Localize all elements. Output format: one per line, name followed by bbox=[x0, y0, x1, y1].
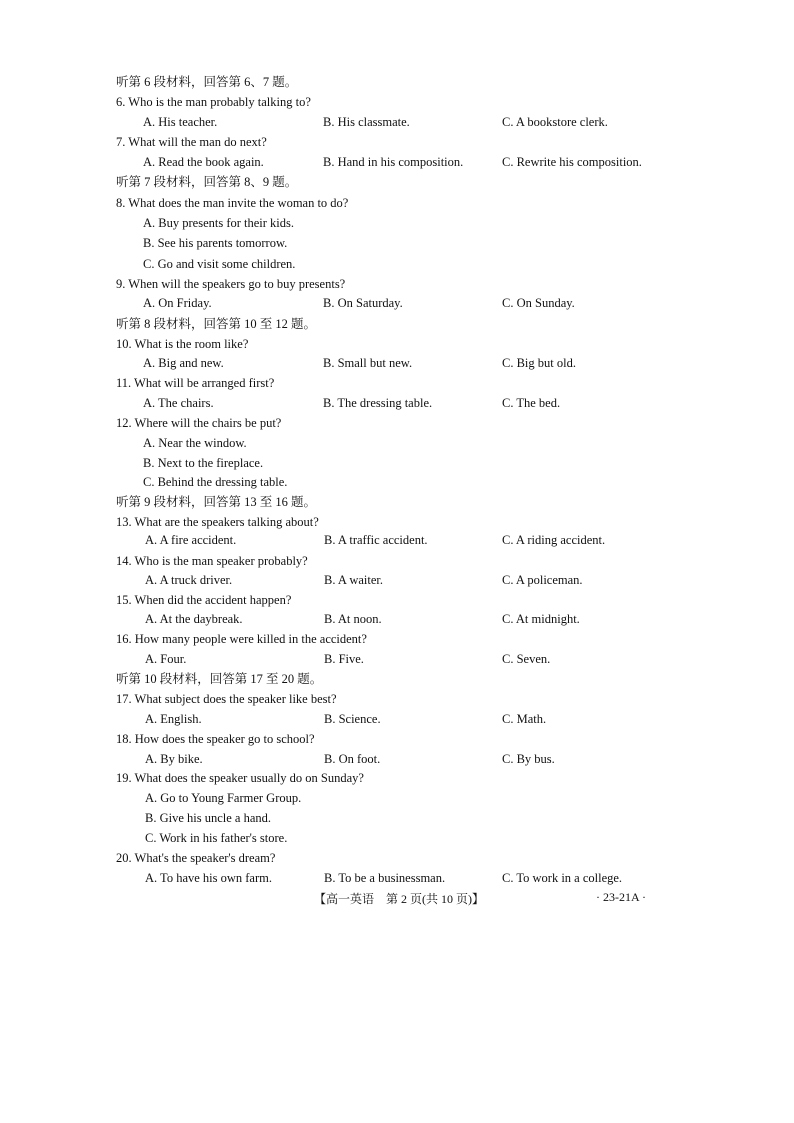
q16-option-b: B. Five. bbox=[324, 652, 364, 666]
question-15-stem: 15. When did the accident happen? bbox=[116, 593, 292, 607]
q14-option-b: B. A waiter. bbox=[324, 573, 384, 587]
question-13-options bbox=[0, 530, 794, 550]
section-heading-9: 听第 9 段材料，回答第 13 至 16 题。 bbox=[116, 495, 317, 509]
q15-option-a: A. At the daybreak. bbox=[145, 612, 243, 626]
question-10-stem: 10. What is the room like? bbox=[116, 337, 249, 351]
question-6-stem: 6. Who is the man probably talking to? bbox=[116, 95, 311, 109]
question-11-options bbox=[0, 393, 794, 413]
question-17-stem: 17. What subject does the speaker like best? bbox=[116, 692, 337, 706]
q19-option-b: B. Give his uncle a hand. bbox=[145, 811, 272, 825]
question-8-option-c-row bbox=[0, 254, 794, 274]
q12-option-a: A. Near the window. bbox=[143, 436, 247, 450]
q9-option-b: B. On Saturday. bbox=[323, 296, 403, 310]
q11-option-a: A. The chairs. bbox=[143, 396, 214, 410]
q17-option-b: B. Science. bbox=[324, 712, 381, 726]
question-19-option-a-row bbox=[0, 788, 794, 808]
q14-option-c: C. A policeman. bbox=[502, 573, 583, 587]
q13-option-a: A. A fire accident. bbox=[145, 533, 237, 547]
question-14-stem: 14. Who is the man speaker probably? bbox=[116, 554, 308, 568]
q12-option-b: B. Next to the fireplace. bbox=[143, 456, 264, 470]
q6-option-a: A. His teacher. bbox=[143, 115, 218, 129]
question-12-option-b-row bbox=[0, 453, 794, 473]
q11-option-c: C. The bed. bbox=[502, 396, 561, 410]
question-16-options bbox=[0, 649, 794, 669]
q18-option-c: C. By bus. bbox=[502, 752, 555, 766]
question-12-stem: 12. Where will the chairs be put? bbox=[116, 416, 282, 430]
question-19-option-b-row bbox=[0, 808, 794, 828]
q11-option-b: B. The dressing table. bbox=[323, 396, 433, 410]
q8-option-b: B. See his parents tomorrow. bbox=[143, 236, 288, 250]
q9-option-a: A. On Friday. bbox=[143, 296, 212, 310]
q16-option-a: A. Four. bbox=[145, 652, 187, 666]
question-15-options bbox=[0, 609, 794, 629]
question-8-option-a-row bbox=[0, 213, 794, 233]
question-12-option-a-row bbox=[0, 433, 794, 453]
q7-option-c: C. Rewrite his composition. bbox=[502, 155, 642, 169]
q19-option-c: C. Work in his father's store. bbox=[145, 831, 288, 845]
q15-option-b: B. At noon. bbox=[324, 612, 382, 626]
q20-option-b: B. To be a businessman. bbox=[324, 871, 446, 885]
question-18-stem: 18. How does the speaker go to school? bbox=[116, 732, 315, 746]
question-7-stem: 7. What will the man do next? bbox=[116, 135, 267, 149]
question-9-options bbox=[0, 293, 794, 313]
q10-option-c: C. Big but old. bbox=[502, 356, 576, 370]
q10-option-b: B. Small but new. bbox=[323, 356, 413, 370]
q12-option-c: C. Behind the dressing table. bbox=[143, 475, 288, 489]
q14-option-a: A. A truck driver. bbox=[145, 573, 233, 587]
question-14-options bbox=[0, 570, 794, 590]
q6-option-b: B. His classmate. bbox=[323, 115, 410, 129]
question-20-options bbox=[0, 868, 794, 888]
question-19-stem: 19. What does the speaker usually do on Sunday? bbox=[116, 771, 364, 785]
question-12-option-c-row bbox=[0, 472, 794, 492]
q20-option-a: A. To have his own farm. bbox=[145, 871, 272, 885]
section-heading-7: 听第 7 段材料，回答第 8、9 题。 bbox=[116, 175, 298, 189]
question-16-stem: 16. How many people were killed in the accident? bbox=[116, 632, 367, 646]
section-heading-6: 听第 6 段材料，回答第 6、7 题。 bbox=[116, 75, 298, 89]
question-17-options bbox=[0, 709, 794, 729]
question-7-options bbox=[0, 152, 794, 172]
question-18-options bbox=[0, 749, 794, 769]
section-heading-10: 听第 10 段材料，回答第 17 至 20 题。 bbox=[116, 672, 323, 686]
q13-option-c: C. A riding accident. bbox=[502, 533, 606, 547]
question-8-stem: 8. What does the man invite the woman to do? bbox=[116, 196, 349, 210]
question-20-stem: 20. What's the speaker's dream? bbox=[116, 851, 276, 865]
q10-option-a: A. Big and new. bbox=[143, 356, 224, 370]
section-heading-8: 听第 8 段材料，回答第 10 至 12 题。 bbox=[116, 317, 317, 331]
footer-code: · 23-21A · bbox=[596, 890, 646, 904]
question-8-option-b-row bbox=[0, 233, 794, 253]
question-6-options bbox=[0, 112, 794, 132]
q15-option-c: C. At midnight. bbox=[502, 612, 580, 626]
q18-option-b: B. On foot. bbox=[324, 752, 381, 766]
q8-option-a: A. Buy presents for their kids. bbox=[143, 216, 295, 230]
question-13-stem: 13. What are the speakers talking about? bbox=[116, 515, 319, 529]
q13-option-b: B. A traffic accident. bbox=[324, 533, 428, 547]
q8-option-c: C. Go and visit some children. bbox=[143, 257, 296, 271]
q20-option-c: C. To work in a college. bbox=[502, 871, 623, 885]
q17-option-c: C. Math. bbox=[502, 712, 547, 726]
q7-option-b: B. Hand in his composition. bbox=[323, 155, 464, 169]
footer-page-label: 【高一英语 第 2 页(共 10 页)】 bbox=[314, 892, 484, 906]
q7-option-a: A. Read the book again. bbox=[143, 155, 264, 169]
q6-option-c: C. A bookstore clerk. bbox=[502, 115, 608, 129]
q18-option-a: A. By bike. bbox=[145, 752, 203, 766]
q17-option-a: A. English. bbox=[145, 712, 202, 726]
q9-option-c: C. On Sunday. bbox=[502, 296, 575, 310]
q16-option-c: C. Seven. bbox=[502, 652, 551, 666]
question-11-stem: 11. What will be arranged first? bbox=[116, 376, 275, 390]
question-9-stem: 9. When will the speakers go to buy presents? bbox=[116, 277, 346, 291]
q19-option-a: A. Go to Young Farmer Group. bbox=[145, 791, 302, 805]
question-10-options bbox=[0, 353, 794, 373]
question-19-option-c-row bbox=[0, 828, 794, 848]
